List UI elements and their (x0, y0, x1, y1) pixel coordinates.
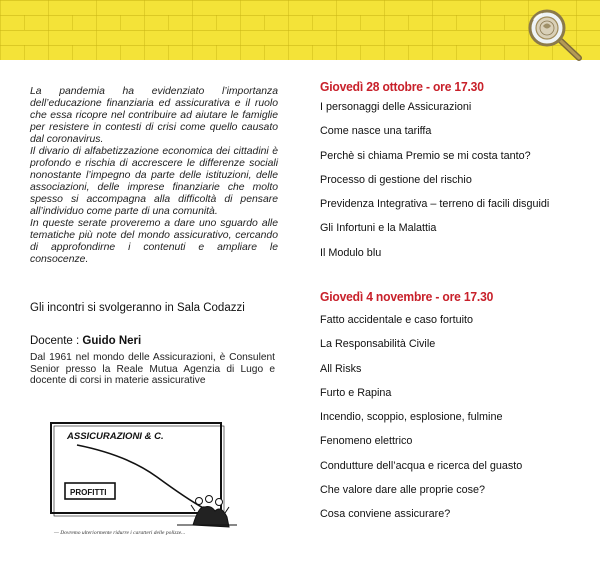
cartoon-sign: PROFITTI (70, 488, 107, 497)
session-1-topics (320, 100, 549, 270)
topic-item: Che valore dare alle proprie cose? (320, 484, 486, 497)
session-1-heading: Giovedì 28 ottobre - ore 17.30 (320, 79, 484, 94)
topic-item: Cosa conviene assicurare? (320, 508, 451, 521)
venue-note: Gli incontri si svolgeranno in Sala Codazzi (30, 302, 245, 314)
header-brick-band (0, 0, 600, 60)
topic-item: All Risks (320, 362, 362, 375)
cartoon-board-title: ASSICURAZIONI & C. (67, 431, 164, 442)
topic-item: Previdenza Integrativa – terreno di facili disguidi (320, 198, 550, 211)
topic-item: Incendio, scoppio, esplosione, fulmine (320, 411, 503, 424)
topic-item: Come nasce una tariffa (320, 125, 432, 138)
intro-paragraph: La pandemia ha evidenziato l’importanza dell’educazione finanziaria ed assicurativa e il ruolo che essa ricopre nel contribuire ad aiutare le famiglie per resistere in contesti di crisi come quello causato dal coronavirus. (30, 86, 278, 145)
topic-item: Fenomeno elettrico (320, 435, 413, 448)
docente-line (30, 335, 280, 347)
topic-item: Il Modulo blu (320, 246, 382, 259)
docente-bio: Dal 1961 nel mondo delle Assicurazioni, è Consulent Senior presso la Reale Mutua Agenzia di Lugo e docente di corsi in materie assicurative (30, 352, 275, 387)
cartoon-caption: — Dovremo ulteriormente ridurre i caratteri delle polizze... (54, 530, 186, 536)
session-2-topics (320, 313, 522, 532)
topic-item: Perchè si chiama Premio se mi costa tanto? (320, 149, 531, 162)
topic-item: Fatto accidentale e caso fortuito (320, 314, 474, 326)
intro-paragraph: In queste serate proveremo a dare uno sguardo alle tematiche più note del mondo assicurativo, cercando di approfondirne i contenuti e ampliare le consocenze. (30, 218, 278, 265)
session-2-heading: Giovedì 4 novembre - ore 17.30 (320, 289, 494, 304)
topic-item: I personaggi delle Assicurazioni (320, 101, 472, 113)
topic-item: Condutture dell’acqua e ricerca del guasto (320, 459, 523, 472)
topic-item: Furto e Rapina (320, 386, 392, 399)
docente-label: Docente : (30, 335, 83, 347)
intro-text (30, 86, 278, 266)
topic-item: Processo di gestione del rischio (320, 173, 472, 186)
topic-item: La Responsabilità Civile (320, 338, 436, 351)
docente-name: Guido Neri (82, 335, 142, 347)
topic-item: Gli Infortuni e la Malattia (320, 222, 437, 235)
cartoon-illustration (37, 417, 247, 543)
intro-paragraph: Il divario di alfabetizzazione economica dei cittadini è profondo e rischia di accrescere le differenze sociali nonostante l’impegno da parte delle istituzioni, delle associazioni, delle imprese finanziarie che molto spesso si accompagna alla difficoltà di pensare all’individuo come parte di una comunità. (30, 146, 278, 217)
magnifier-coin-icon (521, 8, 585, 62)
